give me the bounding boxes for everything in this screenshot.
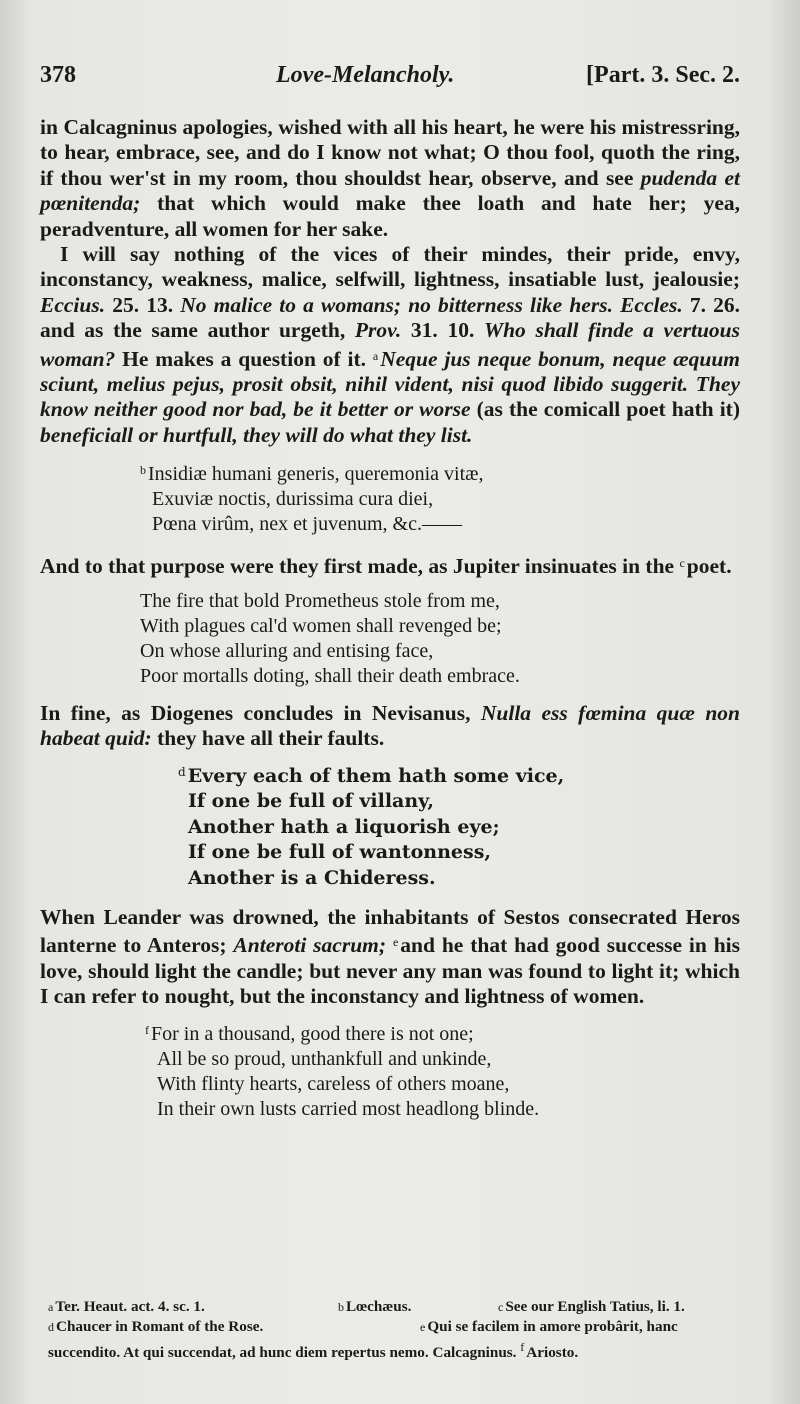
text-run: that which would make thee loath and hate her; yea, peradventure, all women for her sake. bbox=[40, 191, 740, 241]
italic-run: pudenda et pœnitenda; bbox=[40, 165, 740, 216]
paragraph-4 bbox=[40, 701, 740, 752]
text-run: they have all their faults. bbox=[151, 726, 385, 751]
footnote-marker: a bbox=[372, 348, 379, 363]
footnote-marker: a bbox=[48, 1300, 54, 1314]
text-run: And to that purpose were they first made, as Jupiter insinuates in the bbox=[40, 554, 680, 579]
paragraph-1 bbox=[40, 115, 740, 242]
text-run: I will say nothing of the vices of their mindes, their pride, envy, inconstancy, weakness, malice, selfwill, lightness, insatiable lust, jealousie; bbox=[40, 242, 740, 292]
footnote-text: succendito. At qui succendat, ad hunc diem repertus nemo. Calcagninus. bbox=[48, 1344, 517, 1361]
footnote-row bbox=[48, 1297, 743, 1317]
verse-line: Exuviæ noctis, durissima cura diei, bbox=[152, 488, 434, 511]
verse-line: If one be full of villany, bbox=[188, 790, 435, 812]
footnote-marker: b bbox=[338, 1300, 344, 1314]
ariosto-verse bbox=[145, 1018, 740, 1122]
footnote-marker: f bbox=[520, 1340, 525, 1354]
text-run: When Leander was drowned, the inhabitants of Sestos consecrated Heros lanterne to Anteros; bbox=[40, 905, 740, 958]
footnote-marker: f bbox=[145, 1022, 149, 1037]
footnote-row bbox=[48, 1337, 743, 1363]
italic-run: No malice to a womans; no bitterness like hers. Eccles. bbox=[180, 292, 683, 317]
verse-line: If one be full of wantonness, bbox=[188, 841, 492, 863]
text-run: 31. 10. bbox=[401, 318, 484, 343]
text-run: In fine, as Diogenes concludes in Nevisanus, bbox=[40, 700, 481, 725]
paragraph-5 bbox=[40, 905, 740, 1010]
text-run: in Calcagninus apologies, wished with all his heart, he were his mistressring, to hear, embrace, see, and do I know not what; O thou fool, quoth the ring, if thou wer'st in my room, thou shouldst hear, observe, and see bbox=[40, 115, 740, 190]
text-run: 25. 13. bbox=[105, 292, 181, 317]
text-run: poet. bbox=[686, 554, 732, 579]
italic-run: Nulla ess fœmina quæ non habeat quid: bbox=[40, 700, 740, 751]
blackletter-verse bbox=[178, 760, 740, 892]
footnote-text: Chaucer in Romant of the Rose. bbox=[56, 1318, 264, 1335]
verse-line: With flinty hearts, careless of others moane, bbox=[157, 1072, 510, 1095]
citation: Prov. bbox=[354, 318, 402, 343]
footnote-marker: e bbox=[392, 935, 399, 950]
verse-line: Another hath a liquorish eye; bbox=[188, 815, 500, 838]
footnote-text: Ter. Heaut. act. 4. sc. 1. bbox=[55, 1298, 205, 1315]
italic-run: Anteroti sacrum; bbox=[233, 933, 387, 958]
text-run: and he that had good successe in his love, should light the candle; but never any man was found to light it; which I can refer to nought, but the inconstancy and lightness of women. bbox=[40, 933, 740, 1009]
footnote-marker: e bbox=[420, 1320, 426, 1334]
italic-run: Who shall finde a vertuous woman? bbox=[40, 318, 741, 371]
verse-text: Every each of them hath some vice, bbox=[187, 764, 565, 787]
verse-line bbox=[145, 1018, 740, 1047]
verse-text: Insidiæ humani generis, queremonia vitæ, bbox=[148, 463, 484, 486]
page-number: 378 bbox=[40, 62, 76, 88]
english-verse bbox=[140, 589, 740, 689]
citation: Eccius. bbox=[40, 292, 106, 317]
footnote-text: Lœchæus. bbox=[346, 1298, 412, 1315]
section-reference: [Part. 3. Sec. 2. bbox=[586, 62, 740, 88]
running-title: Love-Melancholy. bbox=[276, 62, 455, 88]
verse-line bbox=[178, 760, 740, 790]
text-run: 7. 26. and as the same author urgeth, bbox=[40, 292, 741, 343]
paragraph-3 bbox=[40, 551, 740, 579]
verse-line: Another is a Chideress. bbox=[188, 866, 436, 889]
verse-line: With plagues cal'd women shall revenged be; bbox=[140, 614, 502, 637]
footnote-e bbox=[420, 1317, 678, 1343]
text-run: He makes a question of it. bbox=[115, 346, 373, 371]
footnote-text: Ariosto. bbox=[526, 1344, 579, 1361]
verse-text: For in a thousand, good there is not one; bbox=[151, 1022, 474, 1045]
italic-run: Neque jus neque bonum, neque æquum sciunt, melius pejus, prosit obsit, nihil vident, nisi quod libido suggerit. They know neither good nor bad, be it better or worse bbox=[40, 346, 741, 422]
italic-run: beneficiall or hurtfull, they will do what they list. bbox=[40, 422, 473, 447]
footnote-marker: c bbox=[498, 1300, 504, 1314]
verse-line: On whose alluring and entising face, bbox=[140, 639, 434, 662]
footnote-marker: c bbox=[679, 556, 685, 571]
verse-line: All be so proud, unthankfull and unkinde, bbox=[157, 1047, 492, 1070]
verse-line: Pœna virûm, nex et juvenum, &c.—— bbox=[152, 513, 462, 536]
paragraph-2 bbox=[40, 242, 740, 448]
footnote-row bbox=[48, 1317, 743, 1337]
footnote-marker: d bbox=[48, 1320, 54, 1334]
page-body bbox=[40, 115, 740, 1122]
footnote-d bbox=[48, 1317, 264, 1343]
footnote-marker: b bbox=[140, 463, 146, 478]
verse-line: The fire that bold Prometheus stole from me, bbox=[140, 589, 500, 612]
footnotes bbox=[48, 1297, 743, 1363]
verse-line: In their own lusts carried most headlong blinde. bbox=[157, 1097, 540, 1120]
footnote-text: Qui se facilem in amore probârit, hanc bbox=[427, 1318, 678, 1335]
running-header bbox=[40, 62, 740, 102]
footnote-marker: d bbox=[178, 764, 186, 779]
verse-line: Poor mortalls doting, shall their death embrace. bbox=[140, 664, 520, 687]
verse-line bbox=[140, 458, 740, 487]
text-run: (as the comicall poet hath it) bbox=[470, 397, 740, 422]
footnote-text: See our English Tatius, li. 1. bbox=[505, 1298, 685, 1315]
latin-verse bbox=[140, 458, 740, 537]
